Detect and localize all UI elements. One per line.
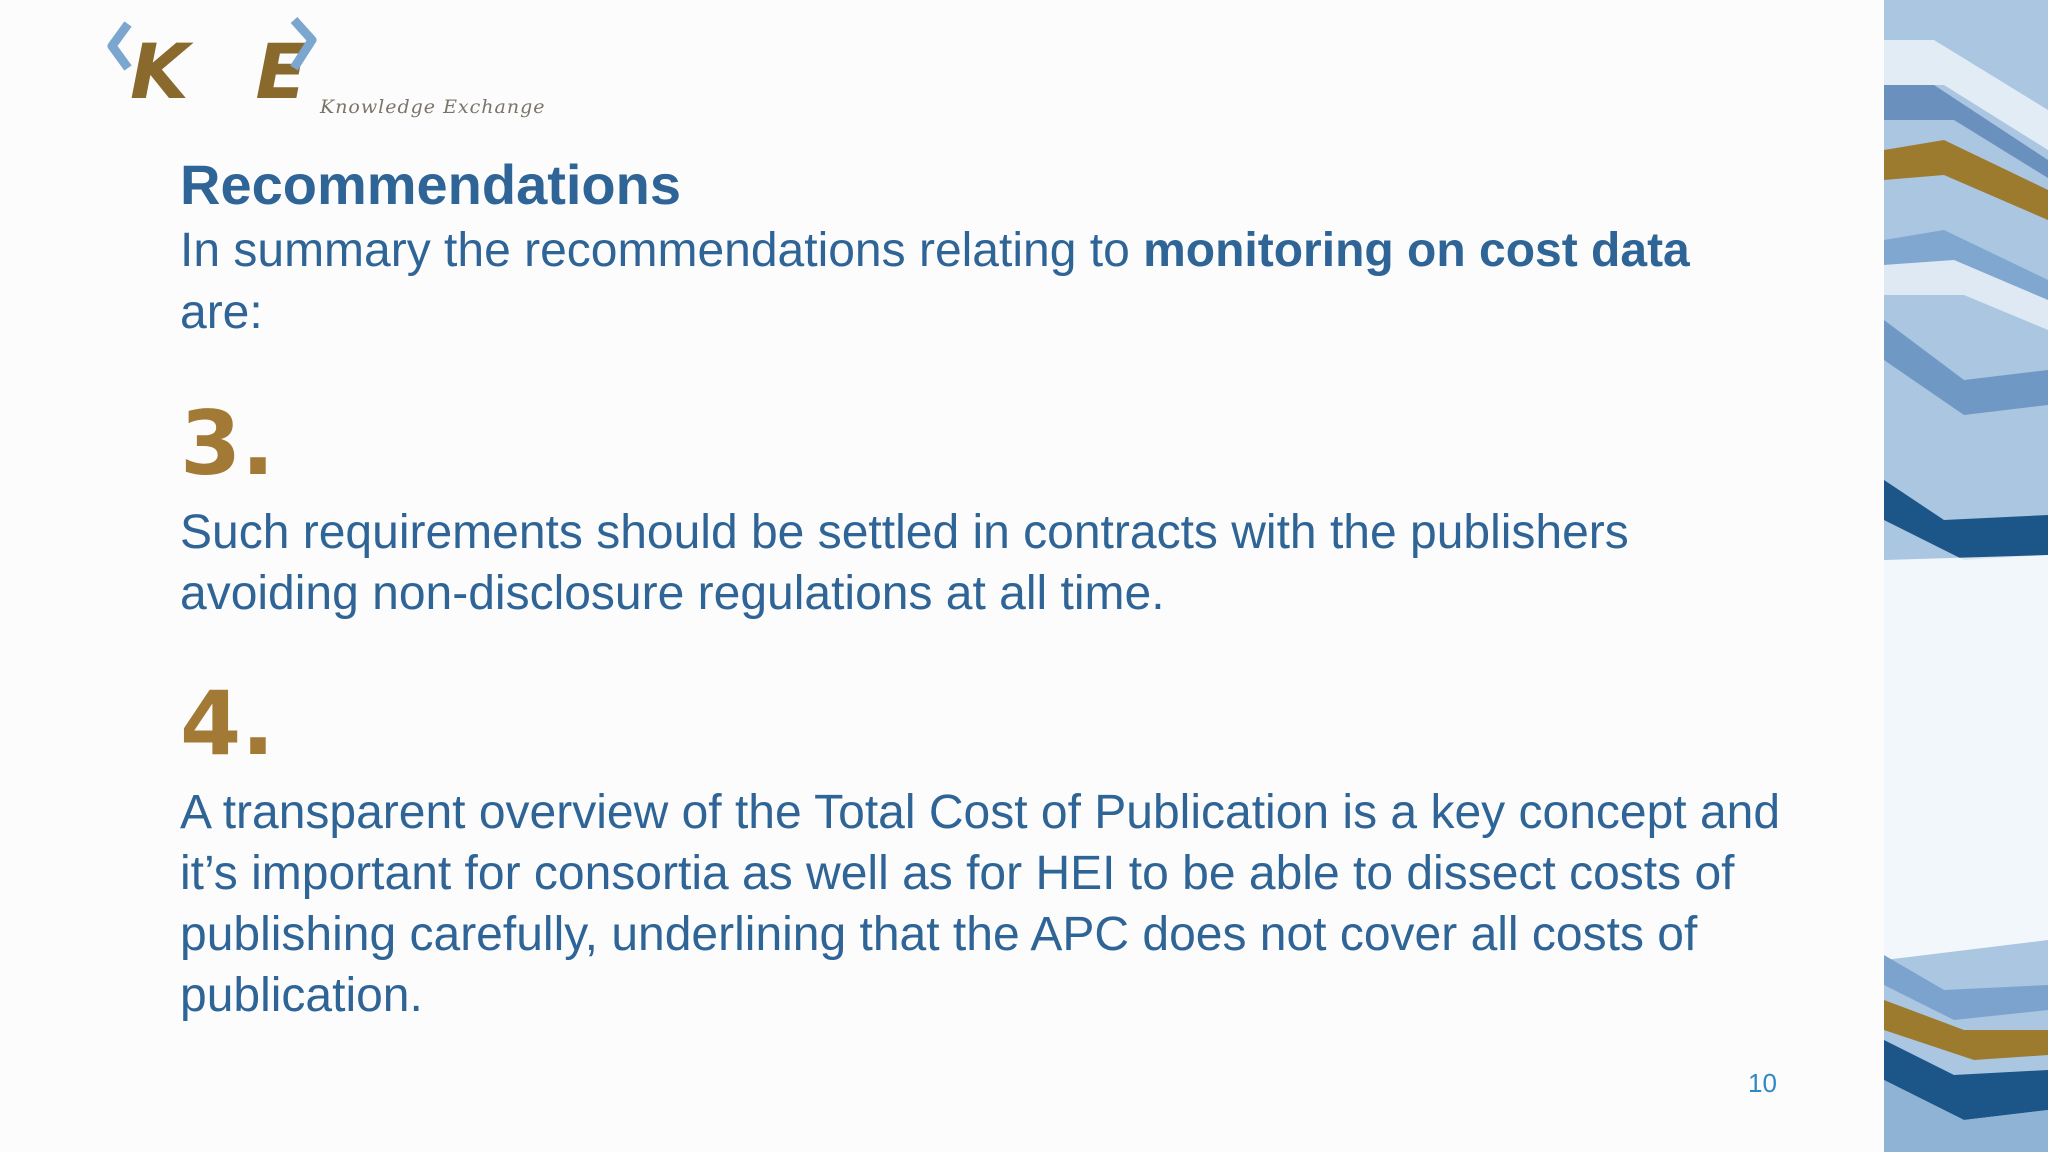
- item-text: A transparent overview of the Total Cost of Publication is a key concept and it’s important for consortia as well as for HEI to be able to dissect costs of publishing carefully, underlining that the APC does not cover all costs of publication.: [180, 786, 1781, 1022]
- logo-letters: K E: [130, 27, 328, 116]
- logo-right-bracket-icon: [284, 16, 324, 76]
- intro-bold-text: monitoring on cost data: [1143, 224, 1690, 277]
- intro-text: In summary the recommendations relating to: [180, 224, 1144, 277]
- slide-title: Recommendations: [180, 153, 681, 216]
- slide-content: [180, 150, 1820, 1026]
- item-number: 4.: [180, 672, 275, 775]
- page-number: 10: [1748, 1068, 1777, 1098]
- logo-subtitle: Knowledge Exchange: [320, 96, 546, 118]
- item-number: 3.: [180, 392, 275, 495]
- item-text: Such requirements should be settled in contracts with the publishers avoiding non-disclosure regulations at all time.: [180, 506, 1629, 620]
- knowledge-exchange-logo: [100, 16, 580, 126]
- decorative-wave-panel: [1884, 0, 2048, 1152]
- intro-paragraph: [180, 220, 1820, 344]
- intro-end-text: are:: [180, 286, 263, 339]
